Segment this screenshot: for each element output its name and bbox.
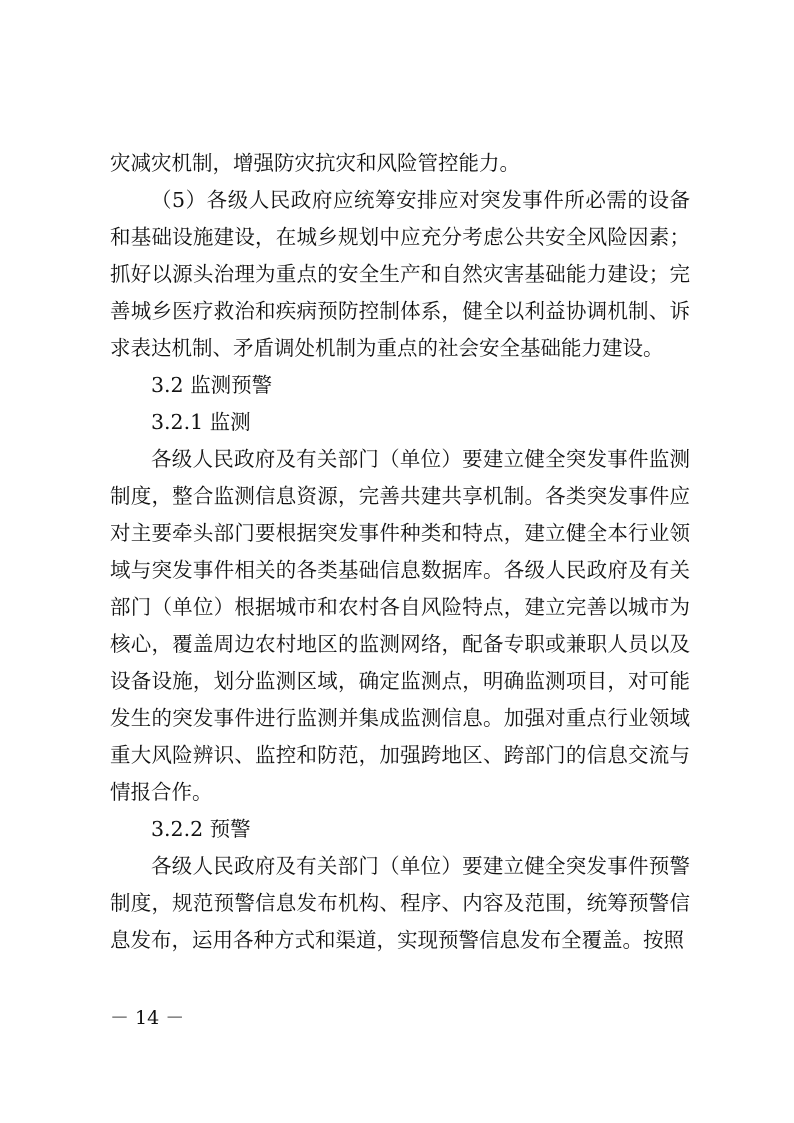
paragraph-item-5: （5）各级人民政府应统筹安排应对突发事件所必需的设备和基础设施建设，在城乡规划中应充分考虑公共安全风险因素；抓好以源头治理为重点的安全生产和自然灾害基础能力建设；完善城乡医疗救治和疾病预防控制体系，健全以利益协调机制、诉求表达机制、矛盾调处机制为重点的社会安全基础能力建设。: [110, 188, 690, 360]
paragraph-continued: 灾减灾机制，增强防灾抗灾和风险管控能力。: [110, 151, 520, 175]
page-number: － 14 －: [110, 1007, 185, 1029]
section-heading-3-2: 3.2 监测预警: [151, 373, 273, 397]
paragraph-monitoring: 各级人民政府及有关部门（单位）要建立健全突发事件监测制度，整合监测信息资源，完善共建共享机制。各类突发事件应对主要牵头部门要根据突发事件种类和特点，建立健全本行业领域与突发事件相关的各类基础信息数据库。各级人民政府及有关部门（单位）根据城市和农村各自风险特点，建立完善以城市为核心，覆盖周边农村地区的监测网络，配备专职或兼职人员以及设备设施，划分监测区域，确定监测点，明确监测项目，对可能发生的突发事件进行监测并集成监测信息。加强对重点行业领域重大风险辨识、监控和防范，加强跨地区、跨部门的信息交流与情报合作。: [110, 447, 690, 804]
page-body: [110, 145, 690, 959]
section-heading-3-2-2: 3.2.2 预警: [151, 817, 251, 841]
paragraph-warning: 各级人民政府及有关部门（单位）要建立健全突发事件预警制度，规范预警信息发布机构、程序、内容及范围，统筹预警信息发布，运用各种方式和渠道，实现预警信息发布全覆盖。按照: [110, 854, 690, 952]
section-heading-3-2-1: 3.2.1 监测: [151, 410, 251, 434]
